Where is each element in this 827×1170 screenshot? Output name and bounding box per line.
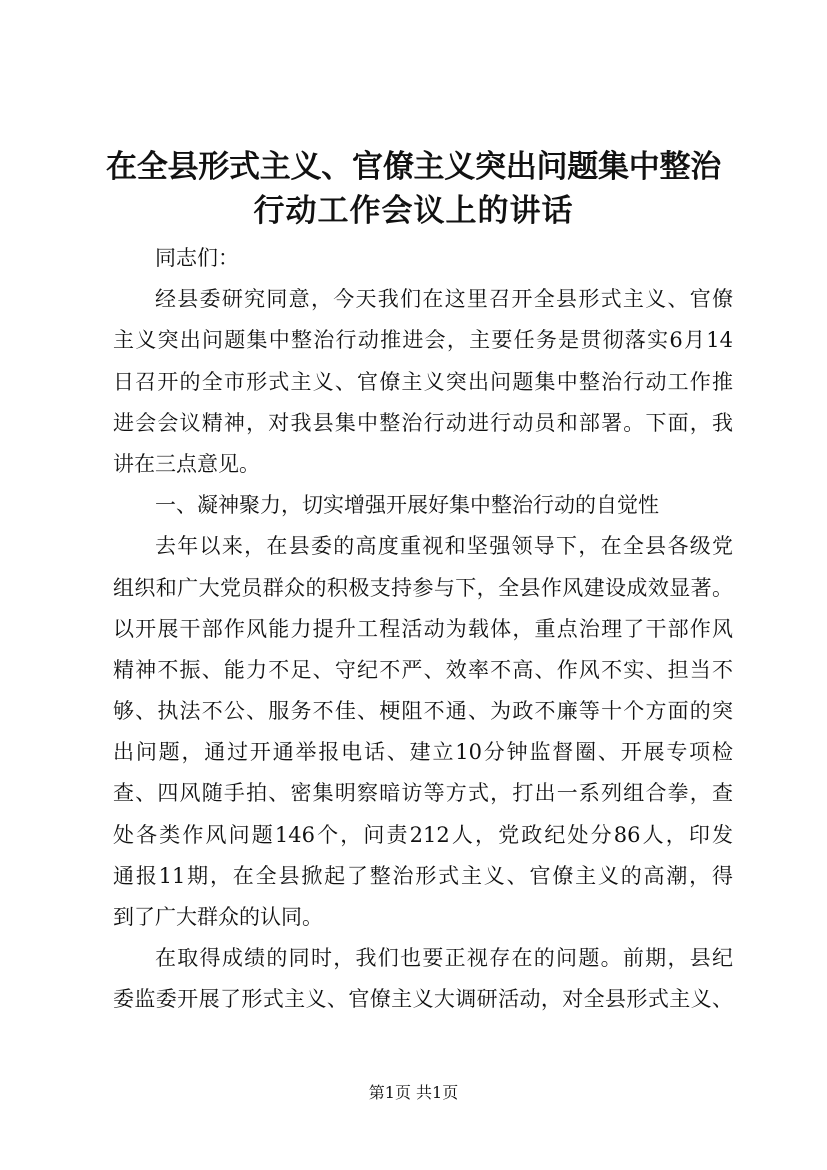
document-title-line-2: 行动工作会议上的讲话 [253,193,574,229]
paragraph-line: 处各类作风问题146个，问责212人，党政纪处分86人，印发 [113,822,733,847]
salutation: 同志们： [155,246,239,270]
paragraph-line: 日召开的全市形式主义、官僚主义突出问题集中整治行动工作推 [113,369,733,394]
section-heading: 一、凝神聚力，切实增强开展好集中整治行动的自觉性 [155,493,659,518]
document-body [113,238,733,1021]
paragraph-line: 委监委开展了形式主义、官僚主义大调研活动，对全县形式主义、 [113,987,733,1012]
paragraph-line: 够、执法不公、服务不佳、梗阻不通、为政不廉等十个方面的突 [113,699,733,724]
page-footer: 第1页 共1页 [368,1083,459,1102]
paragraph-line: 经县委研究同意，今天我们在这里召开全县形式主义、官僚 [155,287,733,312]
paragraph-line: 到了广大群众的认同。 [113,905,323,929]
document-title-line-1: 在全县形式主义、官僚主义突出问题集中整治 [106,149,721,185]
paragraph-line: 以开展干部作风能力提升工程活动为载体，重点治理了干部作风 [113,616,733,641]
paragraph-line: 通报11期，在全县掀起了整治形式主义、官僚主义的高潮，得 [113,863,733,888]
paragraph-line: 讲在三点意见。 [113,451,260,476]
paragraph-line: 组织和广大党员群众的积极支持参与下，全县作风建设成效显著。 [113,575,733,600]
paragraph-line: 出问题，通过开通举报电话、建立10分钟监督圈、开展专项检 [113,740,733,765]
paragraph-line: 精神不振、能力不足、守纪不严、效率不高、作风不实、担当不 [113,657,733,682]
paragraph-line: 查、四风随手拍、密集明察暗访等方式，打出一系列组合拳，查 [113,781,733,806]
paragraph-line: 主义突出问题集中整治行动推进会，主要任务是贯彻落实6月14 [113,328,733,353]
paragraph-line: 进会会议精神，对我县集中整治行动进行动员和部署。下面，我 [113,410,733,435]
paragraph-line: 在取得成绩的同时，我们也要正视存在的问题。前期，县纪 [155,946,733,971]
paragraph-line: 去年以来，在县委的高度重视和坚强领导下，在全县各级党 [155,534,733,559]
